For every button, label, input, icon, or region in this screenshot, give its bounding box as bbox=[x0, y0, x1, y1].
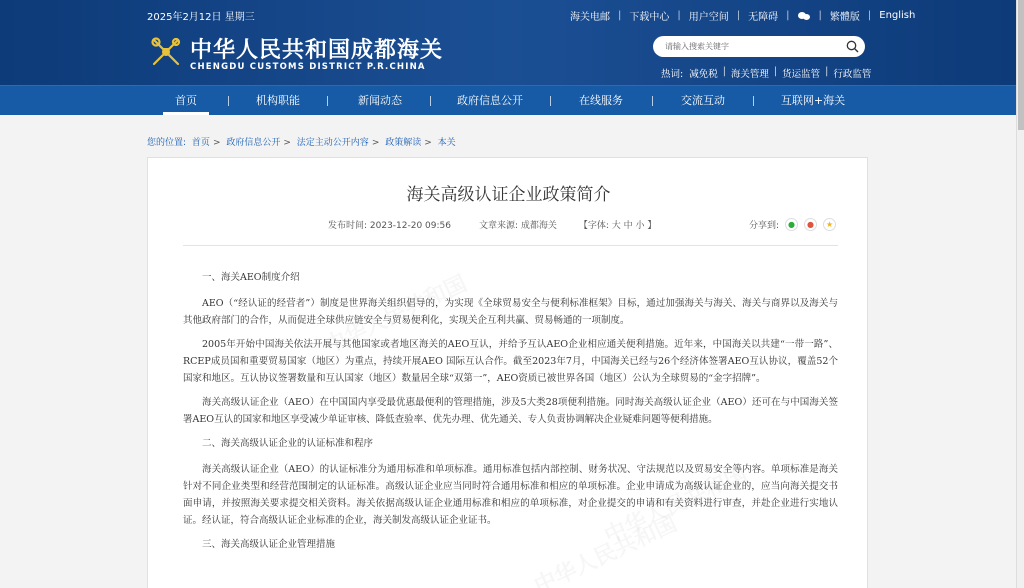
weibo-share-icon[interactable]: ● bbox=[804, 218, 817, 231]
scrollbar-thumb[interactable] bbox=[1018, 0, 1024, 130]
site-subtitle: CHENGDU CUSTOMS DISTRICT P.R.CHINA bbox=[190, 62, 426, 72]
search-box bbox=[653, 36, 865, 57]
paragraph: 海关高级认证企业（AEO）在中国国内享受最优惠最便利的管理措施，涉及5大类28项便利措施。同时海关高级认证企业（AEO）还可在与中国海关签署AEO互认的国家和地区享受减少单证审核、降低查验率、优先办理、优先通关、专人负责协调解决企业疑难问题等便利措施。 bbox=[183, 397, 838, 425]
search-icon[interactable] bbox=[846, 40, 859, 53]
article-title: 海关高级认证企业政策简介 bbox=[406, 185, 611, 205]
site-header bbox=[0, 0, 1016, 85]
site-title[interactable]: 中华人民共和国成都海关 bbox=[190, 37, 444, 63]
nav-item-org-functions[interactable]: 机构职能 bbox=[256, 94, 300, 107]
nav-item-gov-info[interactable]: 政府信息公开 bbox=[457, 94, 523, 107]
breadcrumb: 您的位置: 首页 > 政府信息公开 > 法定主动公开内容 > 政策解读 > 本关 bbox=[147, 138, 456, 148]
paragraph: AEO（“经认证的经营者”）制度是世界海关组织倡导的，为实现《全球贸易安全与便利标准框架》目标，通过加强海关与海关、海关与商界以及海关与其他政府部门的合作，从而促进全球供应链安全与贸易便利化，实现关企互利共赢、贸易畅通的一项制度。 bbox=[183, 298, 838, 326]
article-card bbox=[147, 157, 868, 588]
qzone-share-icon[interactable]: ★ bbox=[823, 218, 836, 231]
hot-word-link[interactable]: 货运监管 bbox=[782, 69, 821, 80]
breadcrumb-policy[interactable]: 政策解读 bbox=[385, 138, 422, 148]
breadcrumb-statutory[interactable]: 法定主动公开内容 bbox=[296, 138, 369, 148]
link-download-center[interactable]: 下载中心 bbox=[629, 12, 670, 23]
font-size-selector[interactable]: 【字体: 大 中 小 】 bbox=[578, 221, 657, 231]
nav-divider bbox=[652, 96, 653, 106]
section-heading: 一、海关AEO制度介绍 bbox=[202, 272, 300, 283]
hot-word-link[interactable]: 行政监管 bbox=[833, 69, 872, 80]
main-nav bbox=[0, 85, 1016, 115]
scrollbar[interactable] bbox=[1016, 0, 1024, 588]
hot-word-link[interactable]: 海关管理 bbox=[730, 69, 769, 80]
link-traditional-chinese[interactable]: 繁體版 bbox=[829, 12, 860, 23]
section-heading: 二、海关高级认证企业的认证标准和程序 bbox=[202, 438, 374, 449]
paragraph: 2005年开始中国海关依法开展与其他国家或者地区海关的AEO互认，并给予互认AEO企业相应通关便利措施。近年来，中国海关以共建“一带一路”、RCEP成员国和重要贸易国家（地区）为重点，持续开展AEO 国际互认合作。截至2023年7月，中国海关已经与26个经济体签署AEO互认协议，覆盖52个国家和地区。互认协议签署数量和互认国家（地区）数量居全球“双第一”，AEO资质已被世界各国（地区）公认为全球贸易的“金字招牌”。 bbox=[183, 339, 838, 384]
nav-divider bbox=[327, 96, 328, 106]
share-label: 分享到: bbox=[749, 221, 780, 231]
nav-divider bbox=[550, 96, 551, 106]
publish-time: 发布时间: 2023-12-20 09:56 bbox=[328, 221, 451, 231]
nav-item-news[interactable]: 新闻动态 bbox=[358, 94, 402, 107]
link-customs-email[interactable]: 海关电邮 bbox=[570, 12, 610, 23]
search-input[interactable] bbox=[665, 40, 835, 53]
article-body bbox=[183, 269, 838, 562]
breadcrumb-label: 您的位置: bbox=[147, 138, 187, 148]
customs-emblem-icon[interactable] bbox=[148, 34, 184, 70]
wechat-share-icon[interactable]: ● bbox=[785, 218, 798, 231]
nav-item-interaction[interactable]: 交流互动 bbox=[681, 94, 725, 107]
hot-words-label: 热词: bbox=[661, 69, 684, 80]
breadcrumb-current[interactable]: 本关 bbox=[437, 138, 456, 148]
breadcrumb-home[interactable]: 首页 bbox=[191, 138, 210, 148]
nav-item-home[interactable]: 首页 bbox=[163, 86, 209, 115]
nav-divider bbox=[430, 96, 431, 106]
link-english[interactable]: English bbox=[879, 10, 916, 21]
hot-words: 热词: 减免税 | 海关管理 | 货运监管 | 行政监管 bbox=[661, 66, 872, 80]
paragraph: 海关高级认证企业（AEO）的认证标准分为通用标准和单项标准。通用标准包括内部控制、财务状况、守法规范以及贸易安全等内容。单项标准是海关针对不同企业类型和经营范围制定的认证标准。高级认证企业应当同时符合通用标准和相应的单项标准。企业申请成为高级认证企业的，应当向海关提交书面申请，并按照海关要求提交相关资料。海关依据高级认证企业通用标准和相应的单项标准，对企业提交的申请和有关资料进行审查，并赴企业进行实地认证。经认证，符合高级认证企业标准的企业，海关制发高级认证企业证书。 bbox=[183, 464, 838, 526]
breadcrumb-gov-info[interactable]: 政府信息公开 bbox=[226, 138, 281, 148]
divider bbox=[183, 245, 838, 246]
link-user-space[interactable]: 用户空间 bbox=[688, 12, 729, 23]
article-source: 文章来源: 成都海关 bbox=[479, 221, 557, 231]
nav-divider bbox=[228, 96, 229, 106]
link-accessibility[interactable]: 无障碍 bbox=[748, 12, 779, 23]
section-heading: 三、海关高级认证企业管理措施 bbox=[202, 539, 336, 550]
wechat-icon[interactable] bbox=[798, 11, 811, 21]
hot-word-link[interactable]: 减免税 bbox=[689, 69, 718, 80]
share-bar bbox=[749, 218, 836, 231]
nav-item-online-service[interactable]: 在线服务 bbox=[579, 94, 623, 107]
nav-divider bbox=[753, 96, 754, 106]
current-date: 2025年2月12日 星期三 bbox=[147, 12, 255, 23]
top-links: 海关电邮 | 下载中心 | 用户空间 | 无障碍 | | 繁體版 | English bbox=[570, 10, 916, 23]
nav-item-internet-plus[interactable]: 互联网+海关 bbox=[780, 94, 846, 107]
article-meta bbox=[328, 218, 656, 231]
